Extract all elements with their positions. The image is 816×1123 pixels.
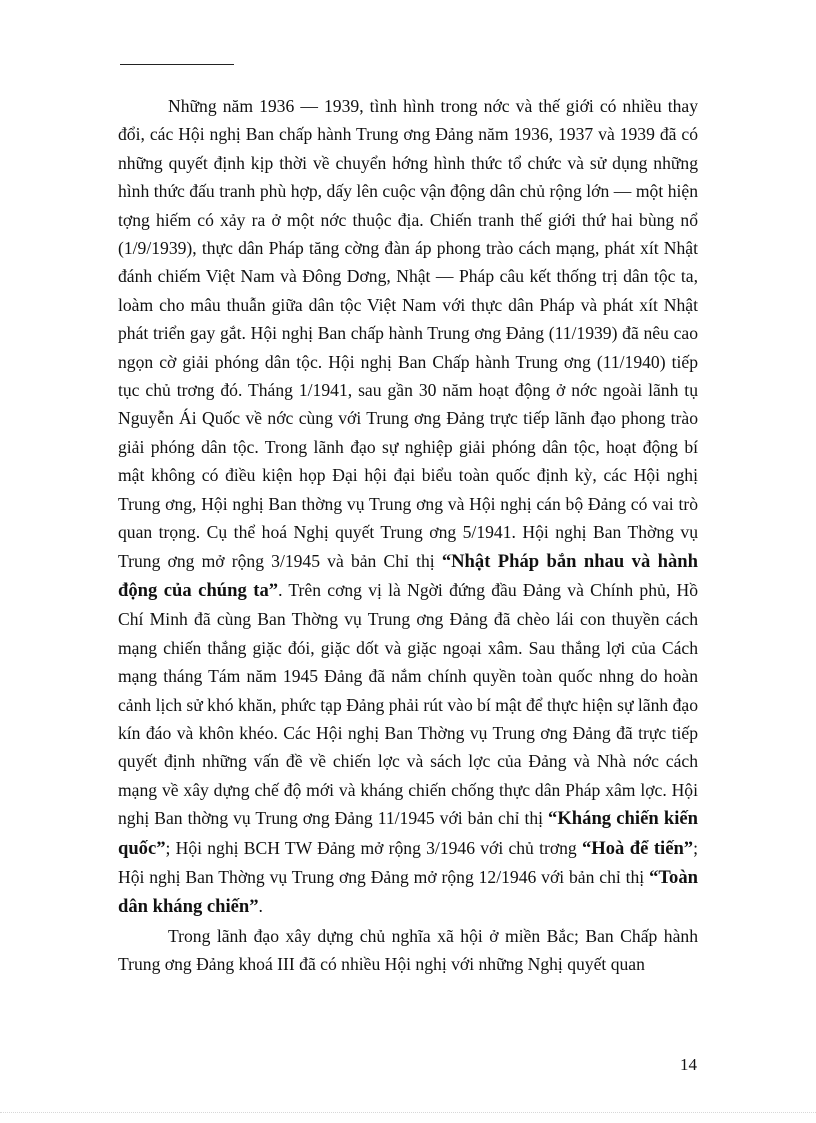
bold-quote-hoa-de-tien: “Hoà để tiến”: [581, 837, 694, 859]
bold-quote-khang-chien-kien-quoc: “Kháng chiến kiến quốc”: [118, 808, 698, 859]
page-number: 14: [680, 1055, 697, 1074]
text-segment: . Trên cơng vị là Ngời đứng đầu Đảng và Chính phủ, Hồ Chí Minh đã cùng Ban Thờng vụ Trung ơng Đảng đã chèo lái con thuyền cách mạng chiến thắng giặc đói, giặc dốt và giặc ngoại xâm. Sau thắng lợi của Cách mạng tháng Tám năm 1945 Đảng đã nắm chính quyền toàn quốc nhng do hoàn cảnh lịch sử khó khăn, phức tạp Đảng phải rút vào bí mật để thực hiện sự lãnh đạo kín đáo và khôn khéo. Các Hội nghị Ban Thờng vụ Trung ơng Đảng đã trực tiếp quyết định những vấn đề về chiến lợc và sách lợc của Đảng và Nhà nớc cách mạng về xây dựng chế độ mới và kháng chiến chống thực dân Pháp xâm lợc. Hội nghị Ban thờng vụ Trung ơng Đảng 11/1945 với bản chỉ thị: [118, 579, 698, 829]
text-segment: Trong lãnh đạo xây dựng chủ nghĩa xã hội ở miền Bắc; Ban Chấp hành Trung ơng Đảng khoá III đã có nhiều Hội nghị với những Nghị quyết quan: [118, 925, 698, 975]
text-segment: .: [258, 896, 263, 917]
text-segment: ; Hội nghị Ban Thờng vụ Trung ơng Đảng mở rộng 12/1946 với bản chỉ thị: [118, 837, 698, 887]
bold-quote-toan-dan-khang-chien: “Toàn dân kháng chiến”: [118, 866, 698, 918]
bold-quote-nhat-phap: “Nhật Pháp bắn nhau và hành động của chúng ta”: [118, 550, 698, 601]
bottom-dotted-border: [0, 1112, 816, 1113]
document-body: [118, 92, 698, 979]
text-segment: Những năm 1936 — 1939, tình hình trong nớc và thế giới có nhiều thay đổi, các Hội nghị Ban chấp hành Trung ơng Đảng năm 1936, 1937 và 1939 đã có những quyết định kịp thời về chuyển hớng hình thức tổ chức và sử dụng những hình thức đấu tranh phù hợp, dấy lên cuộc vận động dân chủ rộng lớn — một hiện tợng hiếm có xảy ra ở một nớc thuộc địa. Chiến tranh thế giới thứ hai bùng nổ (1/9/1939), thực dân Pháp tăng cờng đàn áp phong trào cách mạng, phát xít Nhật đánh chiếm Việt Nam và Đông Dơng, Nhật — Pháp câu kết thống trị dân tộc ta, loàm cho mâu thuẫn giữa dân tộc Việt Nam với thực dân Pháp và phát xít Nhật phát triển gay gắt. Hội nghị Ban chấp hành Trung ơng Đảng (11/1939) đã nêu cao ngọn cờ giải phóng dân tộc. Hội nghị Ban Chấp hành Trung ơng (11/1940) tiếp tục chủ trơng đó. Tháng 1/1941, sau gần 30 năm hoạt động ở nớc ngoài lãnh tụ Nguyễn Ái Quốc về nớc cùng với Trung ơng Đảng trực tiếp lãnh đạo phong trào giải phóng dân tộc. Trong lãnh đạo sự nghiệp giải phóng dân tộc, hoạt động bí mật không có điều kiện họp Đại hội đại biểu toàn quốc định kỳ, các Hội nghị Trung ơng, Hội nghị Ban thờng vụ Trung ơng và Hội nghị cán bộ Đảng có vai trò quan trọng. Cụ thể hoá Nghị quyết Trung ơng 5/1941. Hội nghị Ban Thờng vụ Trung ơng mở rộng 3/1945 và bản Chỉ thị: [118, 96, 698, 571]
text-segment: ; Hội nghị BCH TW Đảng mở rộng 3/1946 với chủ trơng: [165, 837, 582, 858]
paragraph-1: [118, 92, 698, 922]
footnote-separator-line: [120, 64, 234, 65]
paragraph-2: [118, 922, 698, 979]
